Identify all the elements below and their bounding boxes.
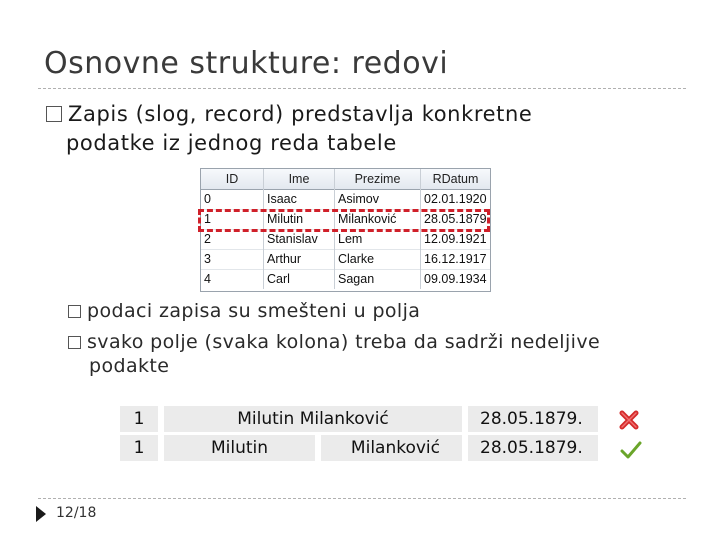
- grid-header-rdatum: RDatum: [432, 172, 479, 186]
- title-divider: [38, 88, 686, 89]
- compare-cell-firstname: Milutin: [164, 435, 315, 461]
- grid-cell-prezime: Asimov: [335, 189, 421, 209]
- grid-cell-prezime: Sagan: [335, 269, 421, 289]
- grid-cell-ime: Stanislav: [264, 229, 335, 249]
- grid-cell-prezime: Clarke: [335, 249, 421, 269]
- grid-header-ime: Ime: [264, 169, 335, 189]
- sub-bullet-text: svako polje (svaka kolona) treba da sadrži nedeljive: [87, 331, 601, 353]
- grid-cell-id: 1: [201, 209, 264, 229]
- footer-divider: [38, 498, 686, 499]
- compare-cell-date: 28.05.1879.: [468, 435, 598, 461]
- main-bullet-text: Zapis (slog, record) predstavlja konkretne: [68, 102, 533, 126]
- grid-cell-id: 3: [201, 249, 264, 269]
- sub-bullet-cont: podakte: [89, 355, 170, 377]
- main-bullet-cont: podatke iz jednog reda tabele: [66, 131, 397, 155]
- bullet-square-icon: [68, 336, 81, 349]
- bullet-square-icon: [46, 106, 62, 122]
- nav-arrow-icon[interactable]: [36, 506, 46, 522]
- grid-cell-rdatum: 02.01.1920: [424, 192, 487, 206]
- main-bullet: [46, 102, 532, 126]
- grid-row: [201, 189, 490, 210]
- grid-header-prezime: Prezime: [335, 169, 421, 189]
- page-number: 12/18: [56, 505, 97, 521]
- grid-cell-prezime: Milanković: [335, 209, 421, 229]
- grid-header-id: ID: [201, 169, 264, 189]
- sub-bullet: [68, 300, 420, 322]
- grid-cell-ime: Isaac: [264, 189, 335, 209]
- sub-bullet-text: podaci zapisa su smešteni u polja: [87, 300, 421, 322]
- grid-cell-rdatum: 12.09.1921: [424, 232, 487, 246]
- grid-row: [201, 249, 490, 270]
- sub-bullet: [68, 331, 600, 353]
- grid-cell-ime: Arthur: [264, 249, 335, 269]
- grid-cell-id: 2: [201, 229, 264, 249]
- check-icon: [620, 440, 642, 460]
- compare-cell-id: 1: [120, 435, 158, 461]
- compare-cell-id: 1: [120, 406, 158, 432]
- cross-icon: [618, 409, 640, 431]
- compare-cell-fullname: Milutin Milanković: [164, 406, 462, 432]
- slide-title: Osnovne strukture: redovi: [44, 46, 449, 81]
- compare-cell-date: 28.05.1879.: [468, 406, 598, 432]
- compare-cell-lastname: Milanković: [321, 435, 462, 461]
- grid-header-row: [201, 169, 490, 190]
- grid-row: [201, 229, 490, 250]
- bullet-square-icon: [68, 305, 81, 318]
- grid-cell-ime: Carl: [264, 269, 335, 289]
- grid-cell-rdatum: 28.05.1879: [424, 212, 487, 226]
- grid-cell-rdatum: 16.12.1917: [424, 252, 487, 266]
- row-highlight-box: [198, 209, 490, 232]
- grid-cell-rdatum: 09.09.1934: [424, 272, 487, 286]
- grid-cell-ime: Milutin: [264, 209, 335, 229]
- grid-row: [201, 269, 490, 289]
- grid-cell-id: 0: [201, 189, 264, 209]
- grid-cell-id: 4: [201, 269, 264, 289]
- grid-cell-prezime: Lem: [335, 229, 421, 249]
